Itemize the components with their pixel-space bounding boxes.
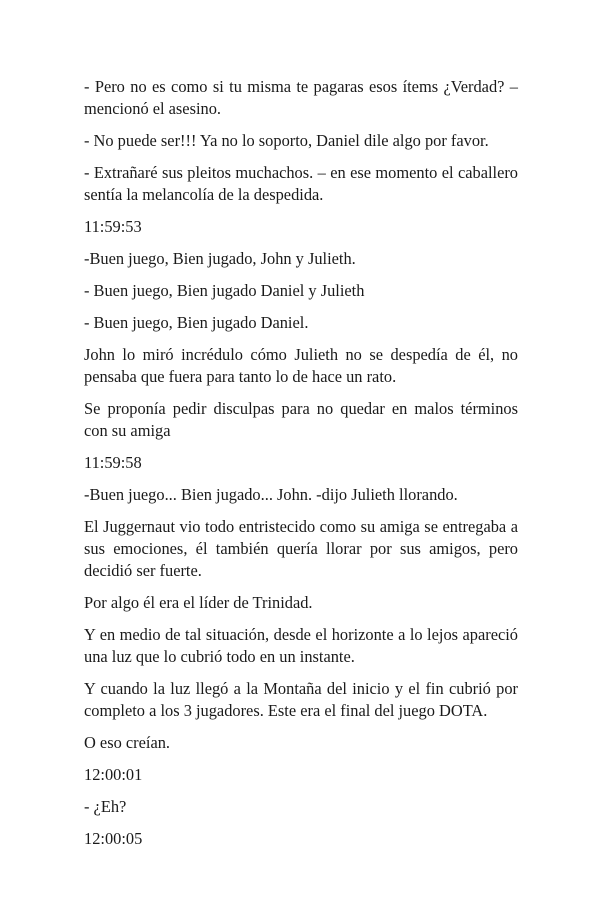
paragraph-14: Y en medio de tal situación, desde el horizonte a lo lejos apareció una luz que lo cubrió todo en un instante. bbox=[84, 625, 518, 666]
paragraph-12: El Juggernaut vio todo entristecido como su amiga se entregaba a sus emociones, él también quería llorar por sus amigos, pero decidió ser fuerte. bbox=[84, 517, 518, 580]
book-page bbox=[84, 76, 518, 860]
paragraph-7: - Buen juego, Bien jugado Daniel. bbox=[84, 313, 309, 332]
paragraph-1: - Pero no es como si tu misma te pagaras esos ítems ¿Verdad? – mencionó el asesino. bbox=[84, 77, 518, 118]
paragraph-13: Por algo él era el líder de Trinidad. bbox=[84, 593, 313, 612]
paragraph-9: Se proponía pedir disculpas para no quedar en malos términos con su amiga bbox=[84, 399, 518, 440]
paragraph-3: - Extrañaré sus pleitos muchachos. – en ese momento el caballero sentía la melancolía de la despedida. bbox=[84, 163, 518, 204]
paragraph-11: -Buen juego... Bien jugado... John. -dijo Julieth llorando. bbox=[84, 485, 458, 504]
timestamp-4: 12:00:05 bbox=[84, 829, 143, 848]
paragraph-2: - No puede ser!!! Ya no lo soporto, Daniel dile algo por favor. bbox=[84, 131, 489, 150]
paragraph-8: John lo miró incrédulo cómo Julieth no se despedía de él, no pensaba que fuera para tanto lo de hace un rato. bbox=[84, 345, 518, 386]
paragraph-18: - ¿Eh? bbox=[84, 797, 127, 816]
paragraph-15: Y cuando la luz llegó a la Montaña del inicio y el fin cubrió por completo a los 3 jugadores. Este era el final del juego DOTA. bbox=[84, 679, 518, 720]
timestamp-3: 12:00:01 bbox=[84, 765, 143, 784]
timestamp-1: 11:59:53 bbox=[84, 217, 142, 236]
paragraph-6: - Buen juego, Bien jugado Daniel y Julieth bbox=[84, 281, 365, 300]
timestamp-2: 11:59:58 bbox=[84, 453, 142, 472]
paragraph-5: -Buen juego, Bien jugado, John y Julieth. bbox=[84, 249, 356, 268]
paragraph-16: O eso creían. bbox=[84, 733, 171, 752]
